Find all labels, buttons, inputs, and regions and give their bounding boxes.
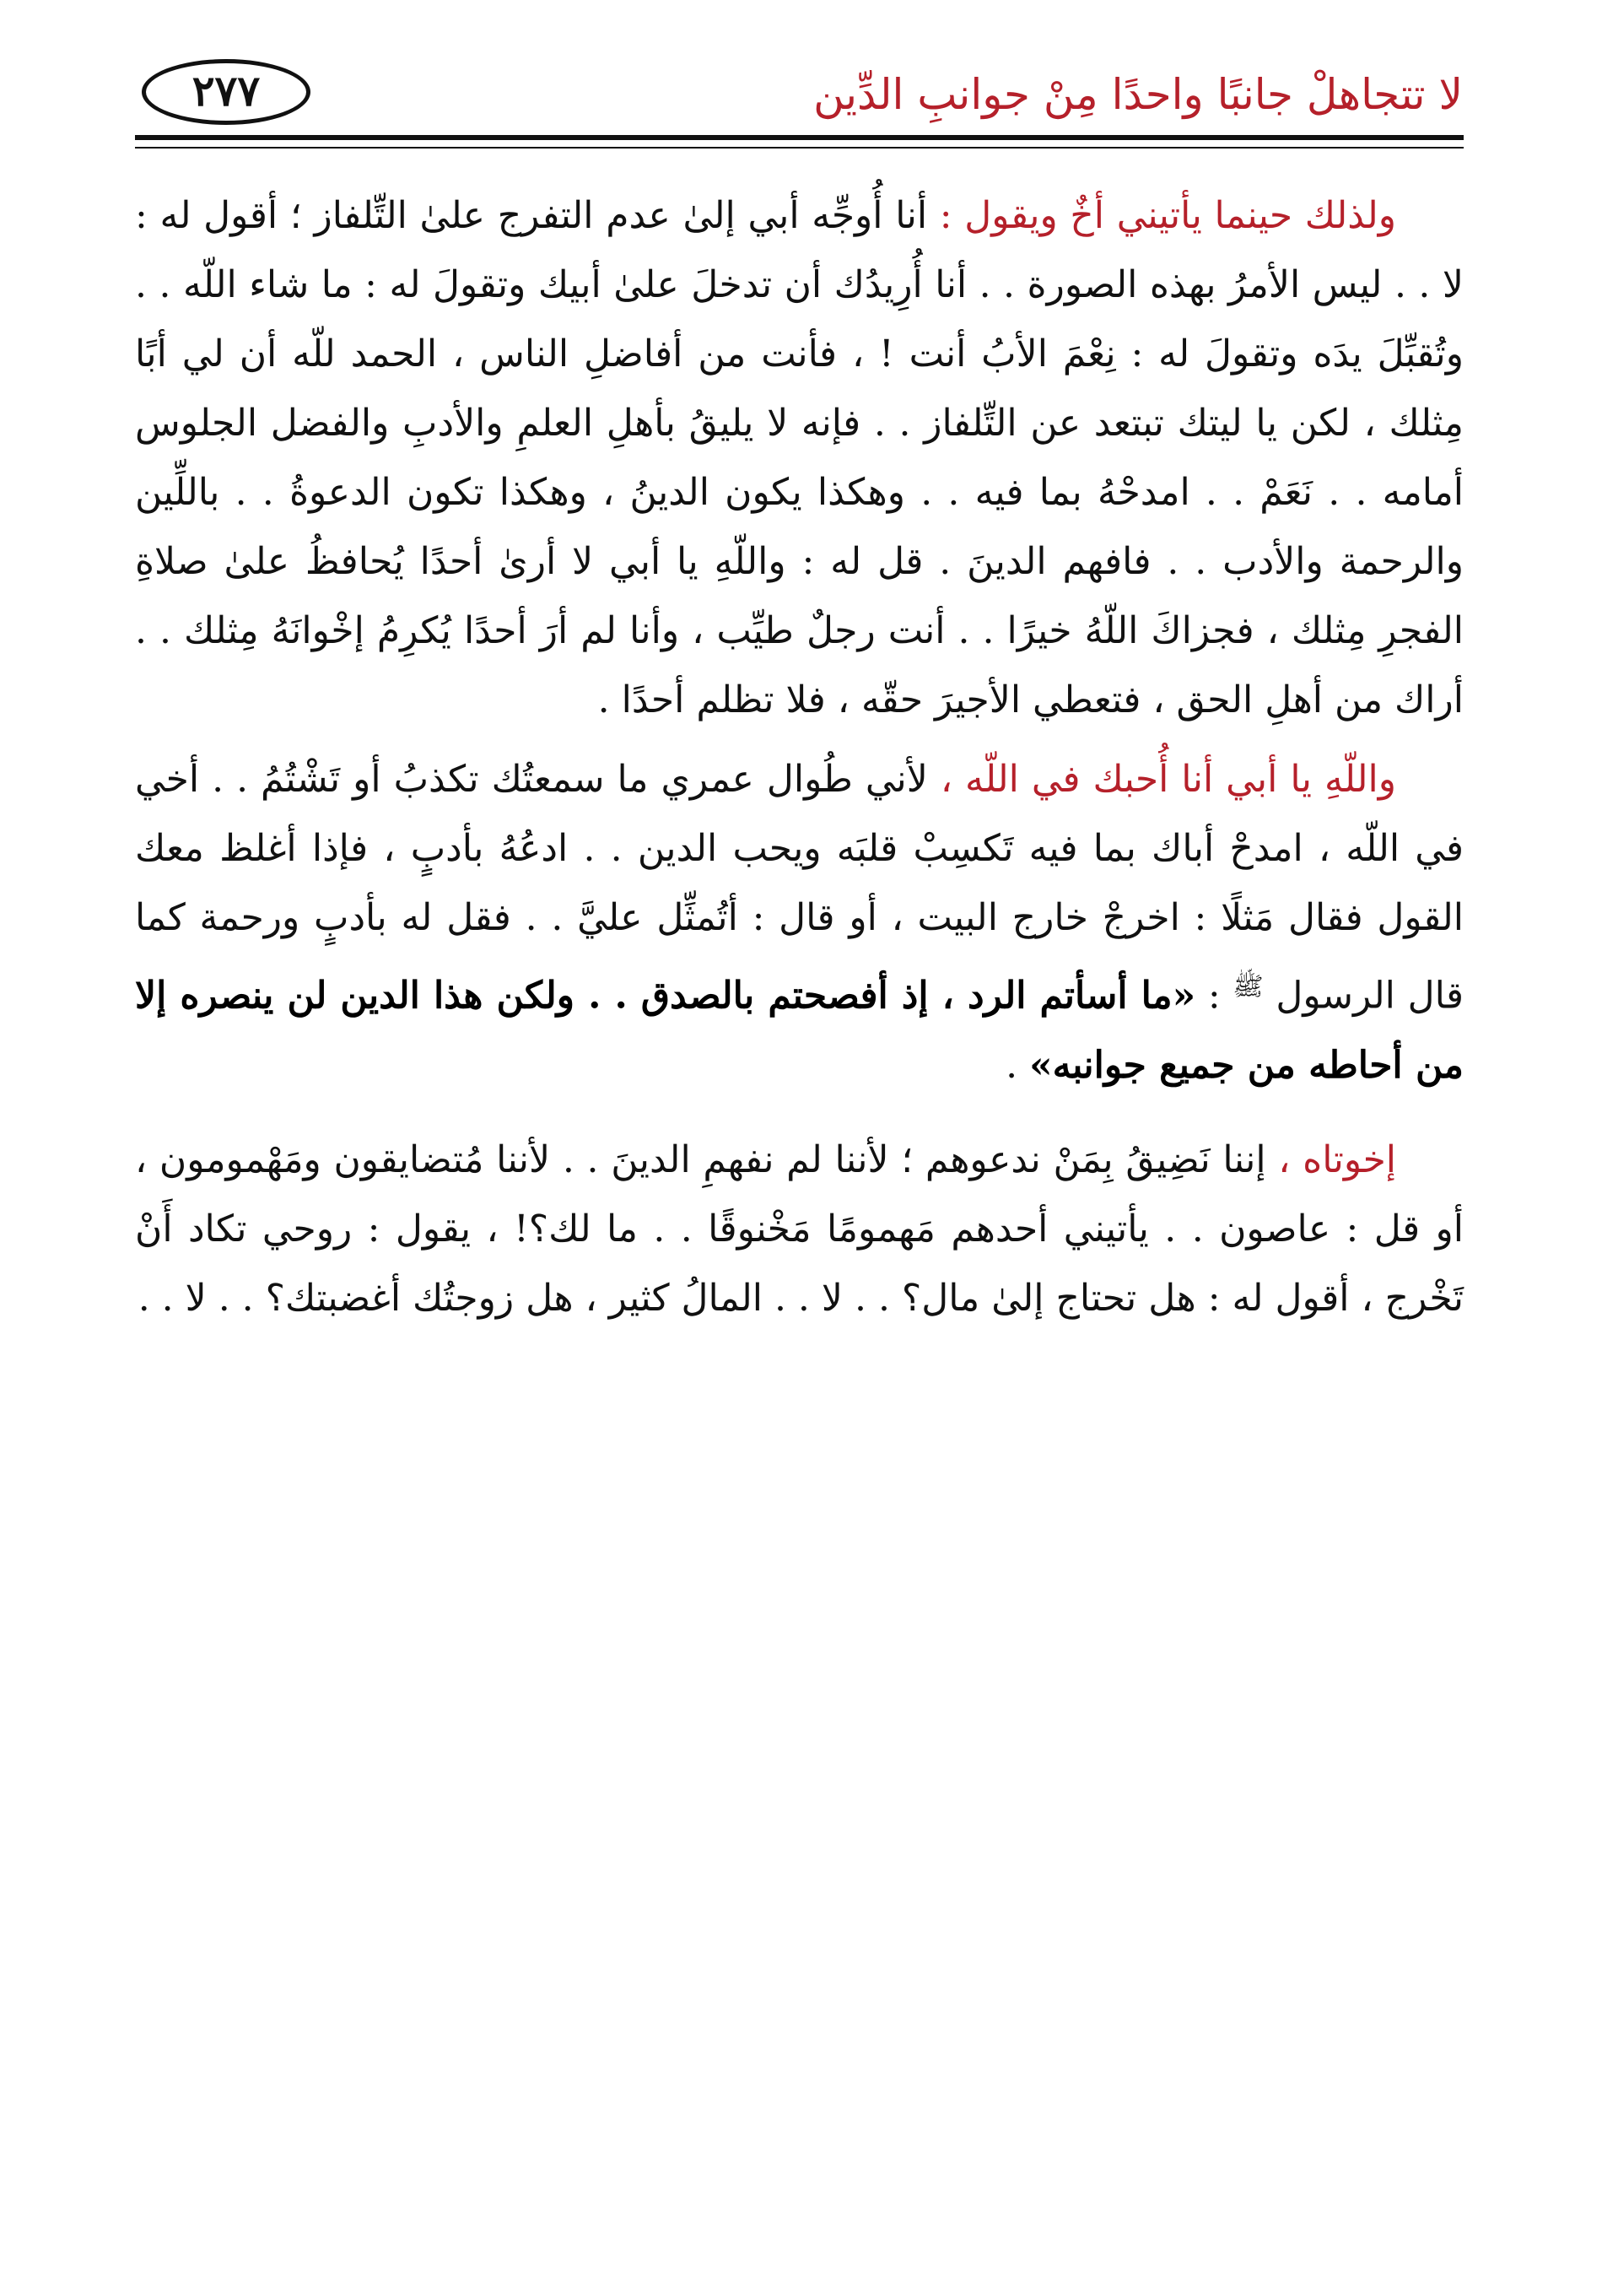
paragraph-3 [135,1126,1464,1333]
header-rule-thick [135,135,1464,140]
running-title: لا تتجاهلْ جانبًا واحدًا مِنْ جوانبِ الدِّين [813,70,1463,119]
paragraph-2-lead: واللّهِ يا أبي أنا أُحبك في اللّه ، [940,758,1396,801]
paragraph-1-text: أنا أُوجِّه أبي إلىٰ عدم التفرج علىٰ التِّلفاز ؛ أقول له : لا . . ليس الأمرُ بهذه الصورة . . أنا أُرِيدُك أن تدخلَ علىٰ أبيك وتقولَ له : ما شاء اللّه . . وتُقبِّلَ يدَه وتقولَ له : نِعْمَ الأبُ أنت ! ، فأنت من أفاضلِ الناس ، الحمد للّه أن لي أبًا مِثلك ، لكن يا ليتك تبتعد عن التِّلفاز . . فإنه لا يليقُ بأهلِ العلمِ والأدبِ والفضل الجلوس أمامه . . نَعَمْ . . امدحْهُ بما فيه . . وهكذا يكون الدينُ ، وهكذا تكون الدعوةُ . . باللِّين والرحمة والأدب . . فافهم الدينَ . قل له : واللّهِ يا أبي لا أرىٰ أحدًا يُحافظُ علىٰ صلاةِ الفجرِ مِثلك ، فجزاكَ اللّهُ خيرًا . . أنت رجلٌ طيِّب ، وأنا لم أرَ أحدًا يُكرِمُ إخْوانَهُ مِثلك . . أراك من أهلِ الحق ، فتعطي الأجيرَ حقّه ، فلا تظلم أحدًا . [135,194,1464,721]
paragraph-2-colon: : [1207,974,1233,1018]
hadith-quote: «ما أسأتم الرد ، إذ أفصحتم بالصدق . . ولكن هذا الدين لن ينصره إلا من أحاطه من جميع جوانبه» [135,974,1464,1087]
paragraph-2 [135,745,1464,1100]
page-number-badge: ٢٧٧ [142,59,310,125]
page-header [142,52,1463,145]
paragraph-2-text: لأني طُوال عمري ما سمعتُك تكذبُ أو تَشْتُمُ . . أخي في اللّه ، امدحْ أباك بما فيه تَكسِبْ قلبَه ويحب الدين . . ادعُهُ بأدبٍ ، فإذا أغلظ معك القول فقال مَثلًا : اخرجْ خارج البيت ، أو قال : أتُمثِّل عليَّ . . فقل له بأدبٍ ورحمة كما قال الرسول [135,758,1464,1018]
page-body [135,181,1464,1333]
paragraph-3-lead: إخوتاه ، [1278,1137,1397,1181]
paragraph-3-text: إننا نَضِيقُ بِمَنْ ندعوهم ؛ لأننا لم نفهمِ الدينَ . . لأننا مُتضايقون ومَهْمومون ، أو قل : عاصون . . يأتيني أحدهم مَهمومًا مَخْنوقًا . . ما لك؟! ، يقول : روحي تكاد أَنْ تَخْرج ، أقول له : هل تحتاج إلىٰ مال؟ . . لا . . المالُ كثير ، هل زوجتُك أغضبتك؟ . . لا . . [135,1137,1464,1320]
paragraph-1 [135,181,1464,735]
header-rule-thin [135,147,1464,149]
prophet-honorific-icon: ﷺ [1233,972,1264,1002]
hadith-quote-end: . [1006,1043,1030,1087]
paragraph-1-lead: ولذلك حينما يأتيني أخٌ ويقول : [939,194,1396,237]
